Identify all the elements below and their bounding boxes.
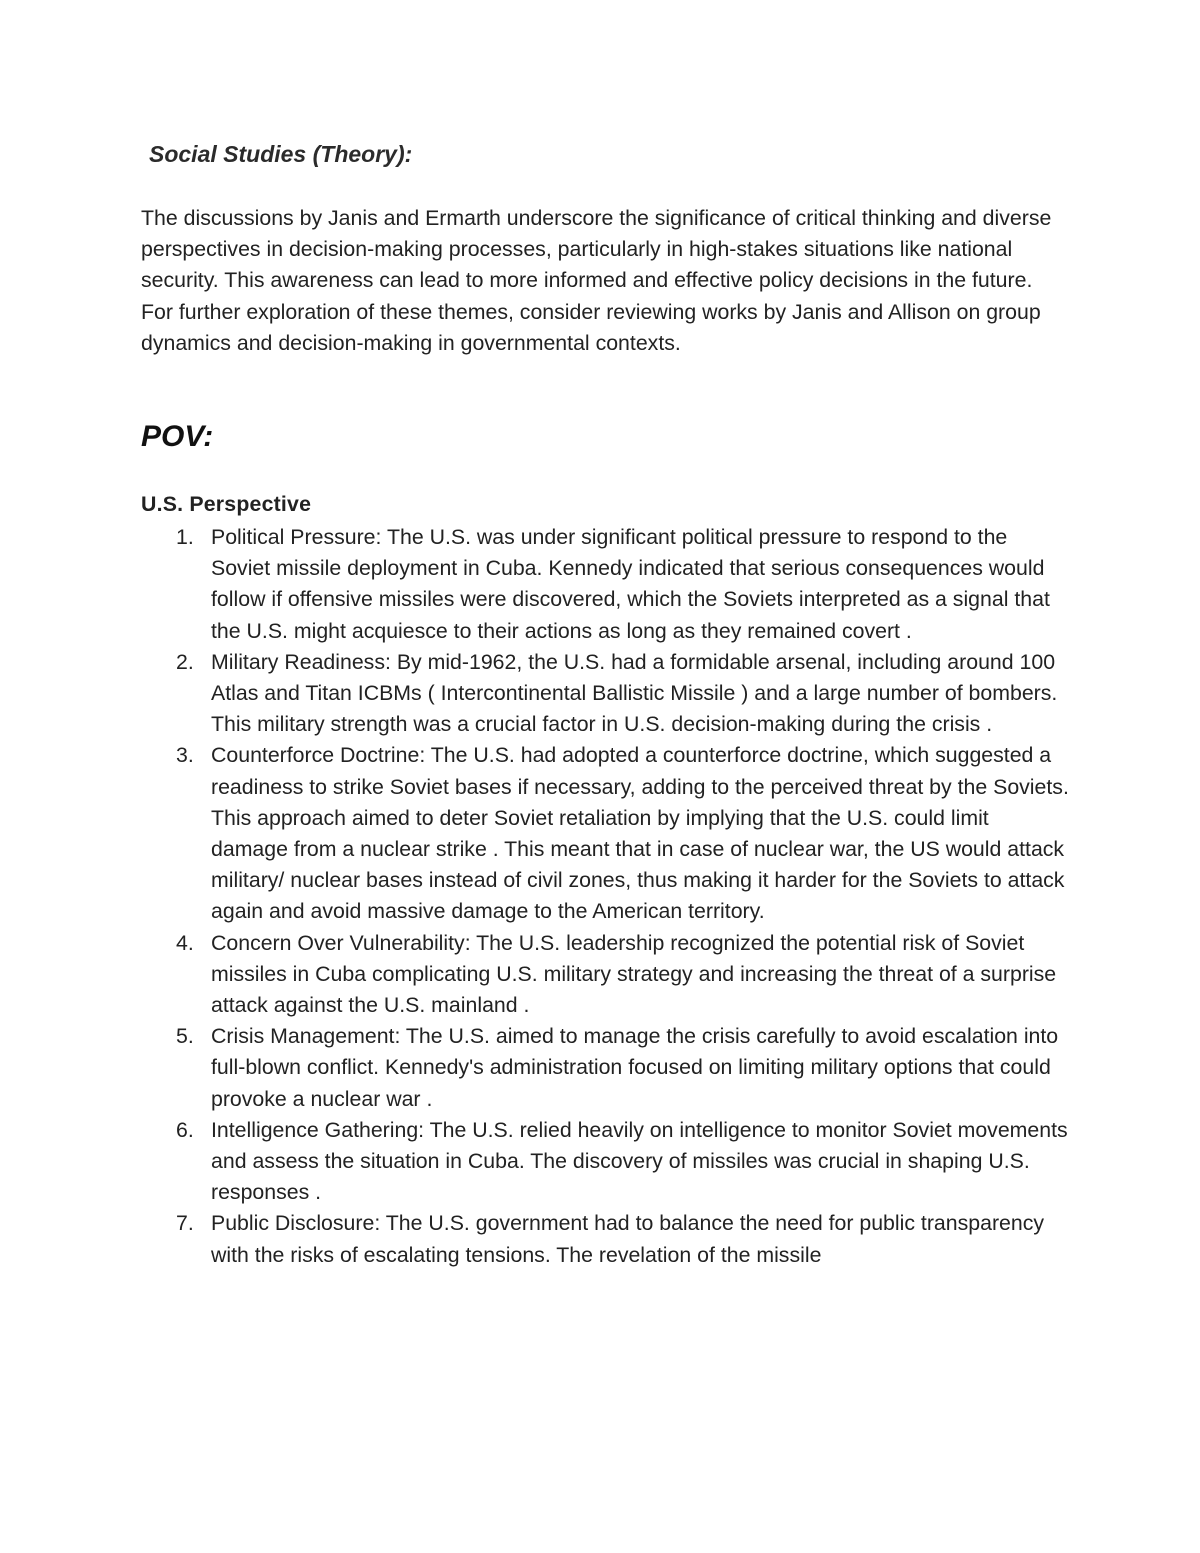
us-perspective-heading: U.S. Perspective [141, 492, 312, 516]
list-item [141, 1115, 1071, 1209]
list-number: 3. [176, 743, 194, 768]
list-item [141, 740, 1071, 927]
list-number: 2. [176, 649, 194, 674]
list-item-text: Intelligence Gathering: The U.S. relied heavily on intelligence to monitor Soviet movements and assess the situation in Cuba. The discovery of missiles was crucial in shaping U.S. responses . [211, 1117, 1068, 1205]
list-item-text: Public Disclosure: The U.S. government had to balance the need for public transparency with the risks of escalating tensions. The revelation of the missile [211, 1211, 1045, 1267]
intro-paragraph-2: For further exploration of these themes, consider reviewing works by Janis and Allison on group dynamics and decision-making in governmental contexts. [141, 299, 1041, 355]
list-item-text: Crisis Management: The U.S. aimed to manage the crisis carefully to avoid escalation into full-blown conflict. Kennedy's administration focused on limiting military options that could provoke a nuclear war . [211, 1024, 1059, 1111]
list-item [141, 522, 1071, 647]
list-number: 5. [176, 1024, 194, 1049]
intro-paragraph-1: The discussions by Janis and Ermarth underscore the significance of critical thinking and diverse perspectives in decision-making processes, particularly in high-stakes situations like national security. This awareness can lead to more informed and effective policy decisions in the future. [141, 206, 1052, 293]
list-item [141, 1021, 1071, 1115]
us-perspective-list [141, 522, 1071, 1271]
list-number: 7. [176, 1211, 194, 1236]
intro-text [141, 203, 1071, 359]
list-item [141, 1208, 1071, 1270]
pov-heading: POV: [141, 420, 214, 453]
list-item-text: Counterforce Doctrine: The U.S. had adopted a counterforce doctrine, which suggested a readiness to strike Soviet bases if necessary, adding to the perceived threat by the Soviets. This approach aimed to deter Soviet retaliation by implying that the U.S. could limit damage from a nuclear strike . This meant that in case of nuclear war, the US would attack military/ nuclear bases instead of civil zones, thus making it harder for the Soviets to attack again and avoid massive damage to the American territory. [211, 743, 1069, 924]
list-item-text: Concern Over Vulnerability: The U.S. leadership recognized the potential risk of Soviet missiles in Cuba complicating U.S. military strategy and increasing the threat of a surprise attack against the U.S. mainland . [211, 930, 1057, 1018]
list-item [141, 928, 1071, 1022]
list-number: 6. [176, 1117, 194, 1142]
list-item [141, 647, 1071, 741]
list-number: 1. [176, 525, 194, 549]
list-item-text: Military Readiness: By mid-1962, the U.S. had a formidable arsenal, including around 100 Atlas and Titan ICBMs ( Intercontinental Ballistic Missile ) and a large number of bombers. This military strength was a crucial factor in U.S. decision-making during the crisis . [211, 649, 1058, 737]
list-number: 4. [176, 930, 194, 955]
section-heading: Social Studies (Theory): [149, 141, 413, 167]
list-item-text: Political Pressure: The U.S. was under significant political pressure to respond to the Soviet missile deployment in Cuba. Kennedy indicated that serious consequences would follow if offensive missiles were discovered, which the Soviets interpreted as a signal that the U.S. might acquiesce to their actions as long as they remained covert . [211, 525, 1050, 643]
